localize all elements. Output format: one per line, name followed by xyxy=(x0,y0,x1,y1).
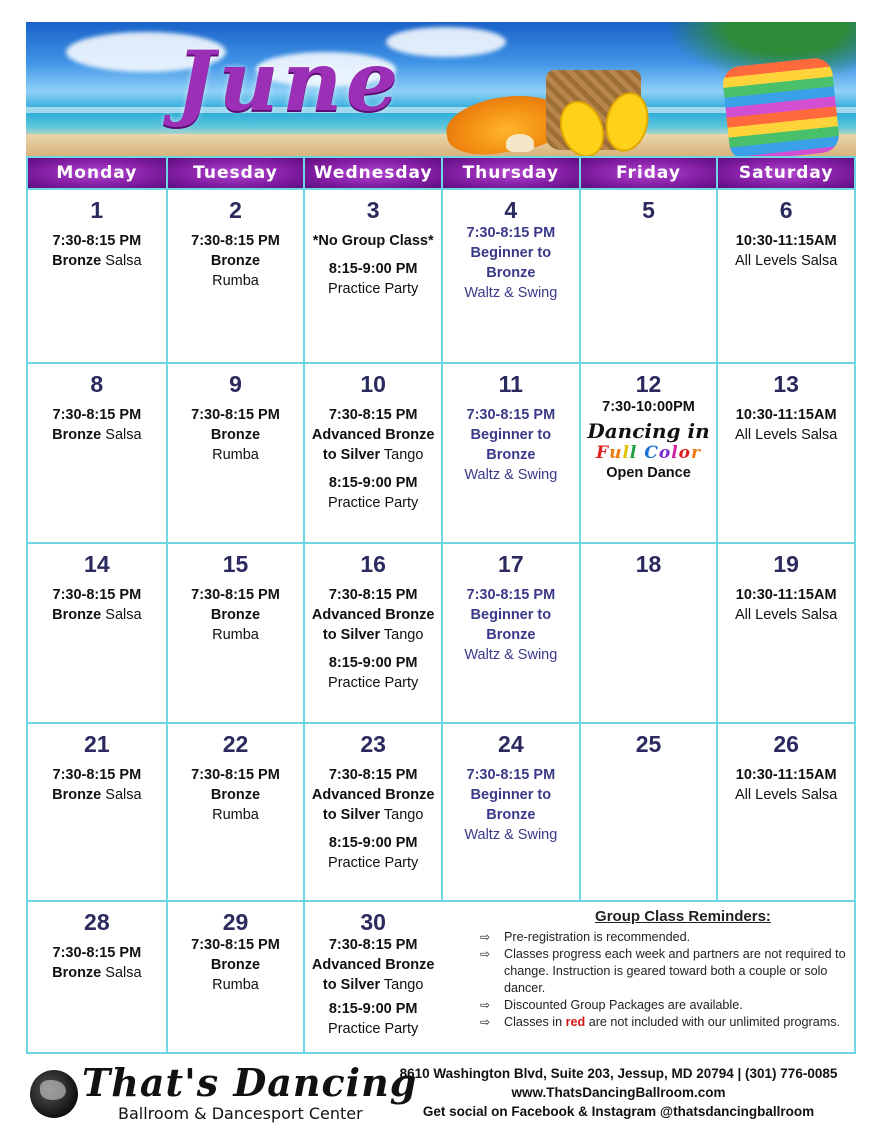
class-time: 10:30-11:15AM xyxy=(735,767,837,784)
class-level: Beginner to xyxy=(470,787,552,804)
no-class-note: *No Group Class* xyxy=(312,233,434,250)
day-cell xyxy=(28,902,166,1052)
month-title: June xyxy=(176,34,403,130)
date-number: 8 xyxy=(90,371,104,397)
date-number: 23 xyxy=(360,731,386,757)
event-time: 7:30-10:00PM xyxy=(602,399,695,416)
class-level: Advanced Bronze xyxy=(311,787,435,804)
logo-subtitle: Ballroom & Dancesport Center xyxy=(118,1104,363,1123)
class-dance: Salsa xyxy=(105,787,142,804)
class-level: Bronze xyxy=(52,787,102,804)
class-dance: Salsa xyxy=(105,607,142,624)
class-level: to Silver xyxy=(322,807,381,824)
arrow-icon: ⇨ xyxy=(480,947,491,961)
colored-letter: C xyxy=(644,443,659,464)
class-info xyxy=(305,445,441,465)
day-cell xyxy=(28,724,166,900)
arrow-icon: ⇨ xyxy=(480,998,491,1012)
social-line: Get social on Facebook & Instagram @thatsdancingballroom xyxy=(422,1104,815,1119)
day-header-thursday: Thursday xyxy=(441,158,579,190)
class-time: 8:15-9:00 PM xyxy=(328,261,418,278)
date-number: 18 xyxy=(635,551,662,577)
address-line: 8610 Washington Blvd, Suite 203, Jessup, MD 20794 | (301) 776-0085 xyxy=(399,1066,838,1081)
day-cell xyxy=(166,364,304,542)
class-dance: Waltz & Swing xyxy=(464,647,558,664)
class-dance: All Levels Salsa xyxy=(734,787,838,804)
day-cell xyxy=(716,364,854,542)
class-time: 7:30-8:15 PM xyxy=(466,767,556,784)
globe-dancer-logo-icon xyxy=(30,1070,78,1118)
class-time: 10:30-11:15AM xyxy=(735,587,837,604)
class-time: 7:30-8:15 PM xyxy=(191,767,280,784)
arrow-icon: ⇨ xyxy=(480,1015,491,1029)
seashell-decoration xyxy=(506,134,534,152)
colored-letter: l xyxy=(629,443,638,464)
class-level: Bronze xyxy=(486,807,536,824)
class-time: 7:30-8:15 PM xyxy=(52,945,142,962)
class-level: Beginner to xyxy=(470,427,552,444)
class-dance: Tango xyxy=(383,627,424,644)
day-cell xyxy=(28,544,166,722)
website-link[interactable]: www.ThatsDancingBallroom.com xyxy=(511,1085,726,1100)
day-cell-event xyxy=(579,364,717,542)
colored-letter: o xyxy=(658,443,672,464)
date-number: 10 xyxy=(360,371,386,397)
day-cell xyxy=(28,364,166,542)
class-dance: All Levels Salsa xyxy=(734,607,838,624)
date-number: 29 xyxy=(222,909,249,935)
practice-party: Practice Party xyxy=(328,281,419,298)
class-info xyxy=(28,251,166,271)
class-time: 8:15-9:00 PM xyxy=(328,475,418,492)
date-number: 2 xyxy=(229,197,242,223)
class-level: Advanced Bronze xyxy=(311,957,435,974)
arrow-icon: ⇨ xyxy=(480,930,491,944)
calendar-grid xyxy=(26,156,856,1054)
class-time: 7:30-8:15 PM xyxy=(52,407,142,424)
reminder-item: ⇨ Classes in red are not included with our unlimited programs. xyxy=(480,1015,841,1029)
day-cell xyxy=(716,544,854,722)
class-level: to Silver xyxy=(322,627,381,644)
class-level: to Silver xyxy=(322,977,381,994)
date-number: 19 xyxy=(773,551,799,577)
date-number: 11 xyxy=(498,371,523,397)
class-time: 7:30-8:15 PM xyxy=(52,233,142,250)
reminder-item: ⇨ Discounted Group Packages are available. xyxy=(480,998,743,1012)
week-row xyxy=(28,362,854,542)
date-number: 4 xyxy=(504,197,518,223)
class-level: Bronze xyxy=(52,965,102,982)
event-title: Dancing in xyxy=(587,419,710,444)
class-level: to Silver xyxy=(322,447,381,464)
day-cell xyxy=(716,190,854,362)
practice-party: Practice Party xyxy=(328,1021,419,1038)
day-cell xyxy=(441,544,579,722)
class-level: Bronze xyxy=(210,607,261,624)
day-cell xyxy=(303,902,441,1052)
class-level: Advanced Bronze xyxy=(311,607,435,624)
class-time: 7:30-8:15 PM xyxy=(466,225,556,242)
class-dance: All Levels Salsa xyxy=(734,253,838,270)
class-level: Bronze xyxy=(52,427,102,444)
class-dance: Rumba xyxy=(212,807,259,824)
class-level: Beginner to xyxy=(470,245,552,262)
reminder-item: ⇨ Pre-registration is recommended. xyxy=(480,930,691,944)
class-time: 7:30-8:15 PM xyxy=(191,937,280,954)
class-dance: Waltz & Swing xyxy=(464,467,558,484)
footer xyxy=(26,1058,856,1138)
day-header-row xyxy=(28,158,854,190)
class-time: 8:15-9:00 PM xyxy=(328,655,418,672)
day-cell xyxy=(166,190,304,362)
colored-letter: r xyxy=(691,443,701,464)
class-time: 7:30-8:15 PM xyxy=(328,767,418,784)
day-cell xyxy=(303,364,441,542)
date-number: 5 xyxy=(642,197,655,223)
class-time: 7:30-8:15 PM xyxy=(52,587,142,604)
class-dance: Rumba xyxy=(212,977,259,994)
colored-letter xyxy=(637,443,644,463)
day-cell xyxy=(441,364,579,542)
day-cell xyxy=(28,190,166,362)
day-cell xyxy=(166,544,304,722)
logo-title: That's Dancing xyxy=(82,1060,418,1105)
class-level: Bronze xyxy=(486,265,536,282)
day-cell xyxy=(166,724,304,900)
date-number: 12 xyxy=(635,371,662,397)
date-number: 22 xyxy=(222,731,249,757)
date-number: 14 xyxy=(84,551,110,577)
class-dance: Tango xyxy=(383,807,424,824)
day-cell xyxy=(579,724,717,900)
date-number: 25 xyxy=(635,731,662,757)
group-class-reminders xyxy=(470,902,854,1062)
day-cell xyxy=(441,190,579,362)
date-number: 9 xyxy=(229,371,242,397)
date-number: 21 xyxy=(84,731,110,757)
date-number: 13 xyxy=(773,371,799,397)
date-number: 30 xyxy=(360,909,386,935)
class-time: 7:30-8:15 PM xyxy=(328,407,418,424)
june-banner xyxy=(26,22,856,156)
class-time: 8:15-9:00 PM xyxy=(328,835,418,852)
class-dance: Rumba xyxy=(212,447,259,464)
day-header-monday: Monday xyxy=(28,158,166,190)
day-header-saturday: Saturday xyxy=(716,158,854,190)
day-header-tuesday: Tuesday xyxy=(166,158,304,190)
reminders-list xyxy=(480,929,846,1031)
class-time: 7:30-8:15 PM xyxy=(466,587,556,604)
colored-letter: l xyxy=(671,443,679,464)
date-number: 28 xyxy=(84,909,110,935)
class-dance: Tango xyxy=(383,447,424,464)
day-cell xyxy=(579,190,717,362)
day-cell xyxy=(166,902,304,1052)
colored-letter: F xyxy=(596,443,610,464)
class-time: 7:30-8:15 PM xyxy=(52,767,142,784)
reminders-title: Group Class Reminders: xyxy=(595,908,771,925)
day-cell xyxy=(303,544,441,722)
class-time: 7:30-8:15 PM xyxy=(466,407,556,424)
practice-party: Practice Party xyxy=(328,855,419,872)
date-number: 16 xyxy=(360,551,386,577)
class-time: 7:30-8:15 PM xyxy=(328,937,418,954)
class-info xyxy=(28,605,166,625)
contact-info xyxy=(381,1064,856,1121)
class-info xyxy=(305,975,441,995)
day-cell xyxy=(303,190,441,362)
class-info xyxy=(28,785,166,805)
class-dance: All Levels Salsa xyxy=(734,427,838,444)
day-header-wednesday: Wednesday xyxy=(303,158,441,190)
day-cell xyxy=(441,724,579,900)
week-row xyxy=(28,190,854,362)
class-dance: Salsa xyxy=(105,965,142,982)
date-number: 24 xyxy=(498,731,524,757)
date-number: 6 xyxy=(779,197,793,223)
event-subtitle: Open Dance xyxy=(606,465,691,482)
class-info xyxy=(305,805,441,825)
date-number: 17 xyxy=(498,551,524,577)
class-info xyxy=(305,625,441,645)
class-time: 7:30-8:15 PM xyxy=(191,233,280,250)
class-info xyxy=(28,963,166,983)
class-dance: Waltz & Swing xyxy=(464,827,558,844)
class-dance: Salsa xyxy=(105,427,142,444)
colored-letter: l xyxy=(622,443,630,464)
colored-letter: u xyxy=(609,443,623,464)
calendar-weeks xyxy=(28,190,854,1052)
day-cell xyxy=(303,724,441,900)
class-level: Bronze xyxy=(210,427,261,444)
event-full-color xyxy=(581,443,717,463)
class-level: Bronze xyxy=(210,957,261,974)
class-info xyxy=(28,425,166,445)
date-number: 1 xyxy=(90,197,104,223)
class-level: Bronze xyxy=(486,447,536,464)
class-level: Bronze xyxy=(486,627,536,644)
colored-letter: o xyxy=(678,443,691,464)
class-level: Bronze xyxy=(52,253,102,270)
day-cell xyxy=(716,724,854,900)
class-time: 7:30-8:15 PM xyxy=(328,587,418,604)
reminder-item: ⇨ Classes progress each week and partners are not required to change. Instruction is geared toward both a couple or solo dancer. xyxy=(480,947,846,995)
class-time: 7:30-8:15 PM xyxy=(191,407,280,424)
day-header-friday: Friday xyxy=(579,158,717,190)
class-time: 10:30-11:15AM xyxy=(735,407,837,424)
class-dance: Salsa xyxy=(105,253,142,270)
class-level: Beginner to xyxy=(470,607,552,624)
week-row xyxy=(28,722,854,900)
class-time: 8:15-9:00 PM xyxy=(328,1001,418,1018)
class-time: 10:30-11:15AM xyxy=(735,233,837,250)
practice-party: Practice Party xyxy=(328,675,419,692)
class-time: 7:30-8:15 PM xyxy=(191,587,280,604)
class-level: Bronze xyxy=(210,253,261,270)
class-level: Bronze xyxy=(52,607,102,624)
practice-party: Practice Party xyxy=(328,495,419,512)
week-row xyxy=(28,542,854,722)
class-level: Bronze xyxy=(210,787,261,804)
date-number: 26 xyxy=(773,731,799,757)
date-number: 3 xyxy=(366,197,380,223)
class-dance: Rumba xyxy=(212,627,259,644)
date-number: 15 xyxy=(222,551,249,577)
day-cell xyxy=(579,544,717,722)
class-dance: Waltz & Swing xyxy=(464,285,558,302)
class-dance: Rumba xyxy=(212,273,259,290)
beach-towel-decoration xyxy=(721,57,840,156)
class-dance: Tango xyxy=(383,977,424,994)
class-level: Advanced Bronze xyxy=(311,427,435,444)
